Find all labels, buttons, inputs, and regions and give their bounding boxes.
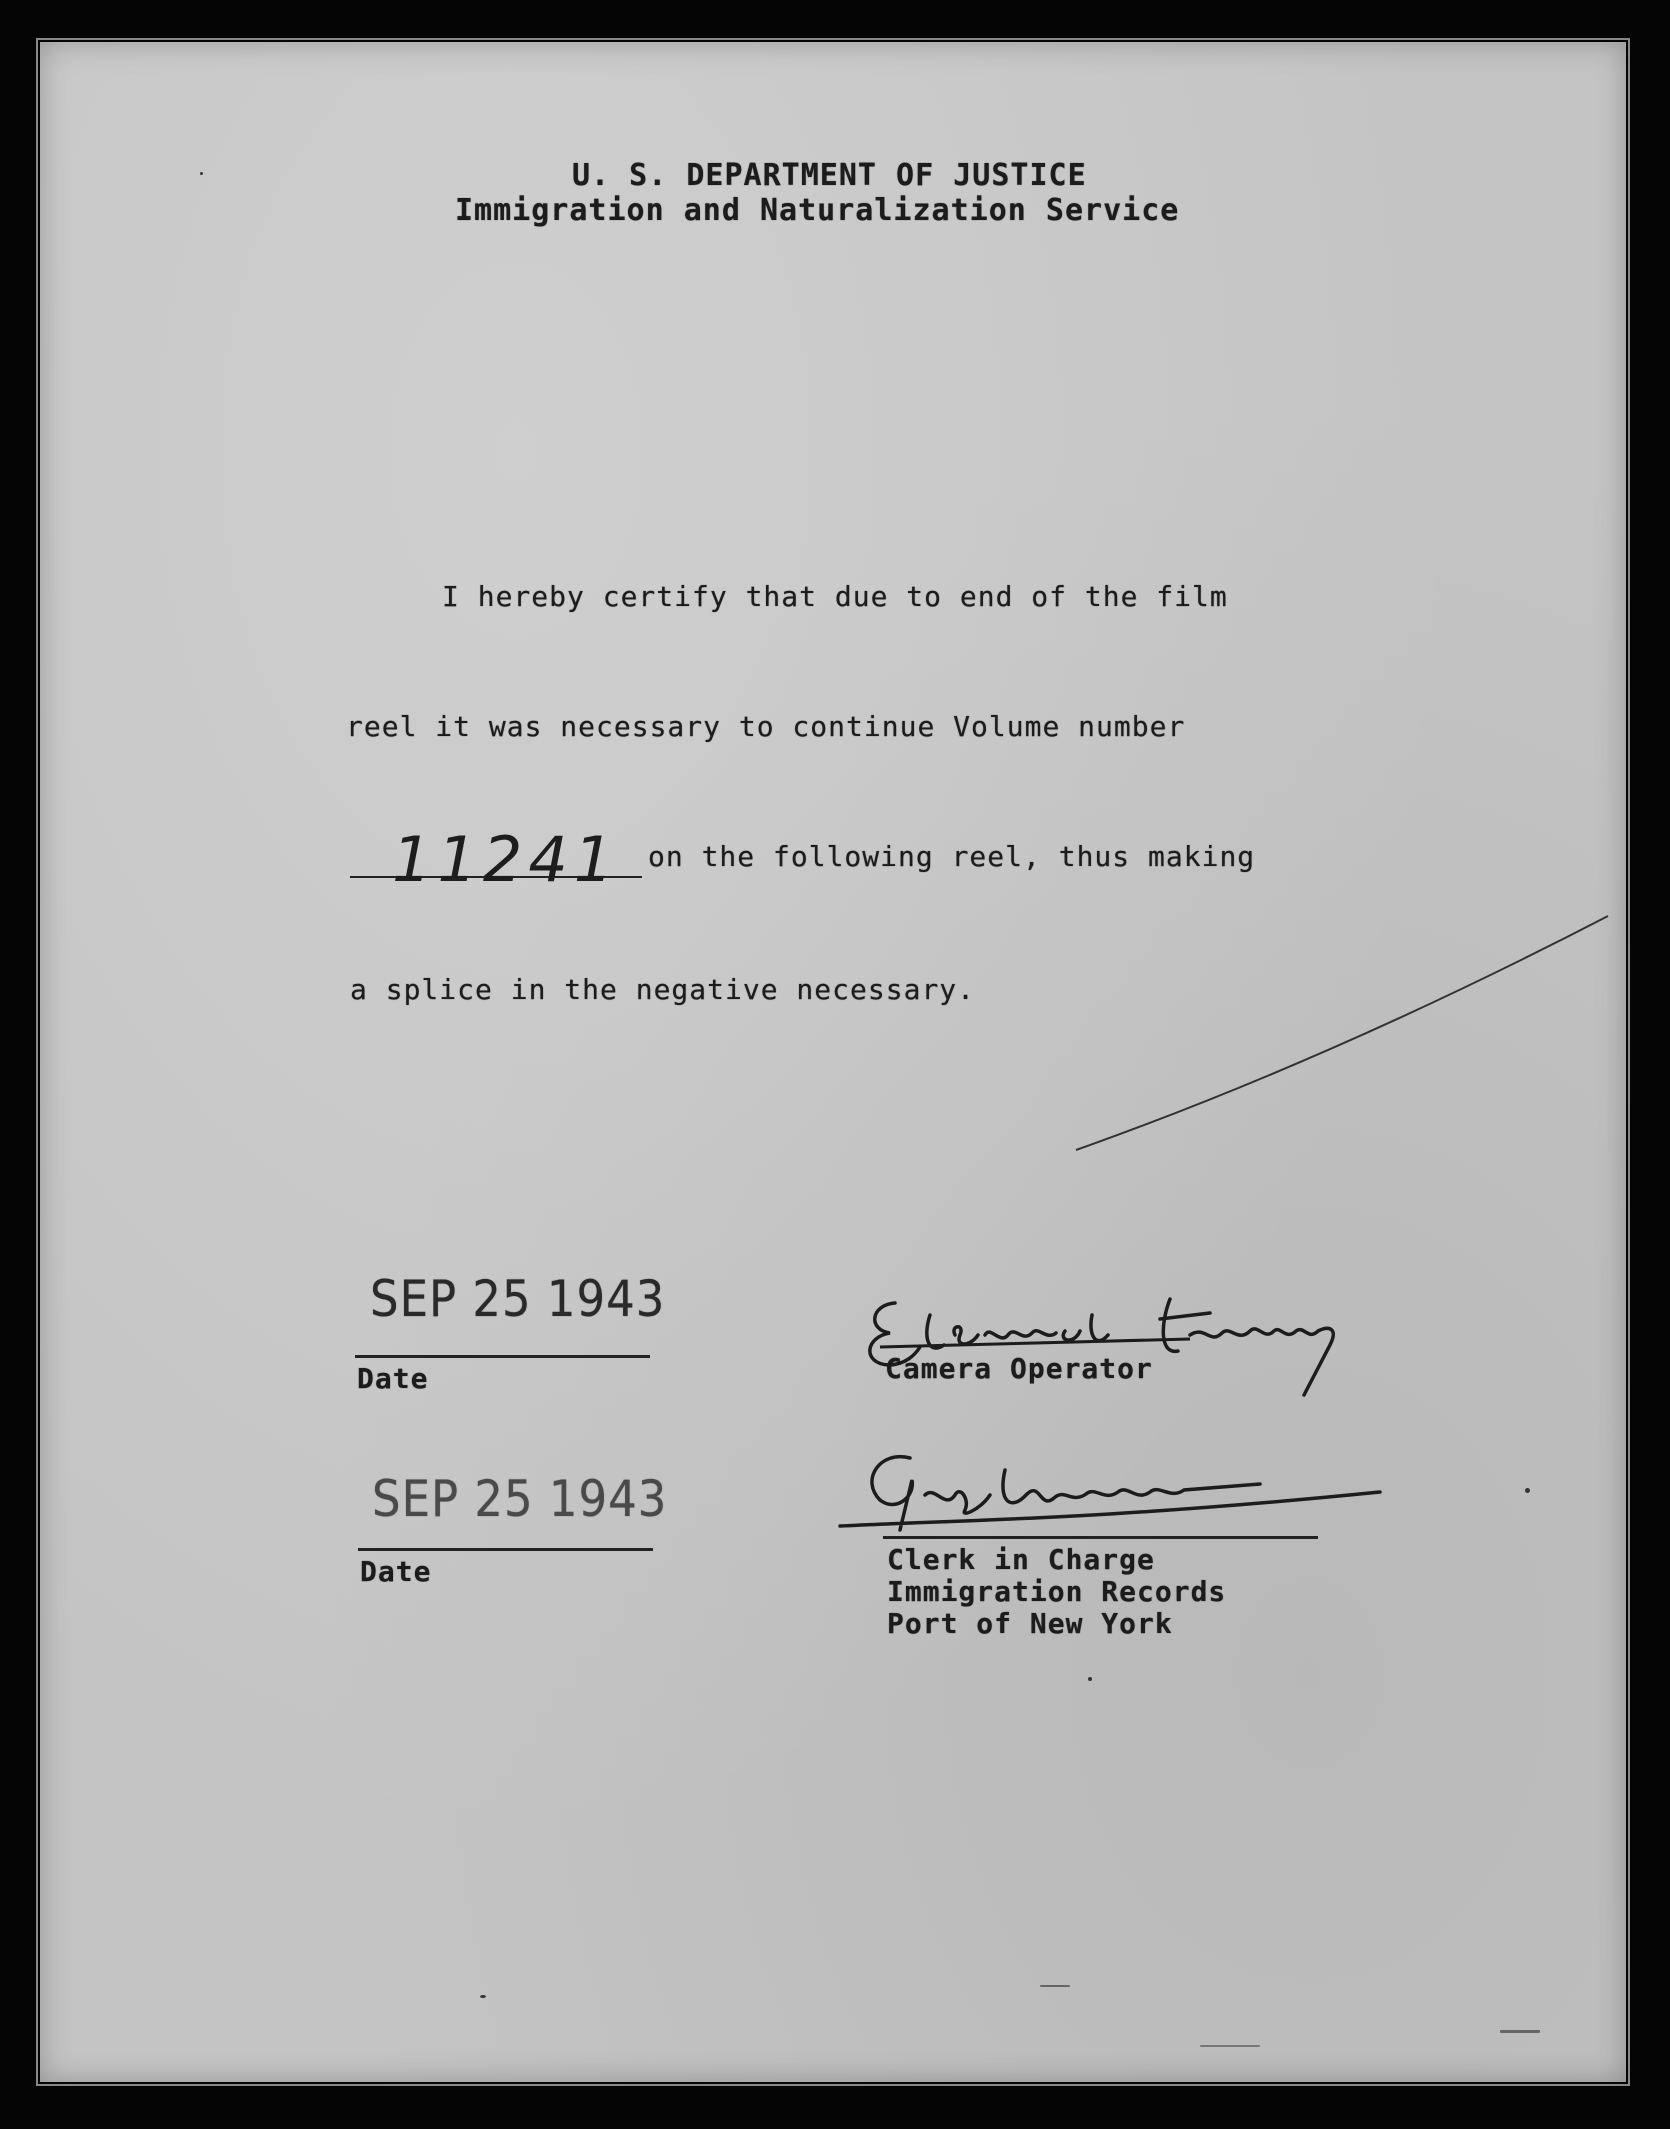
scan-speck [1500, 2030, 1540, 2033]
date-stamp-1: SEP 25 1943 [370, 1270, 666, 1328]
volume-number: 11241 [392, 823, 620, 896]
certification-line-3: on the following reel, thus making [648, 840, 1256, 873]
certification-line-4: a splice in the negative necessary. [350, 973, 976, 1006]
clerk-signature-line [883, 1536, 1318, 1539]
clerk-title-line-1: Clerk in Charge [887, 1543, 1155, 1576]
date-line-1 [355, 1355, 650, 1358]
scan-speck [480, 1995, 486, 1998]
scan-speck [1040, 1985, 1070, 1987]
date-label-2: Date [360, 1555, 432, 1588]
scan-speck [1525, 1488, 1530, 1493]
date-line-2 [358, 1548, 653, 1551]
certification-line-2: reel it was necessary to continue Volume number [346, 710, 1186, 743]
camera-operator-label: Camera Operator [885, 1352, 1153, 1385]
service-heading: Immigration and Naturalization Service [455, 193, 1180, 228]
scan-speck [1088, 1677, 1092, 1681]
scan-speck [200, 172, 203, 175]
scan-speck [1200, 2045, 1260, 2047]
clerk-signature [840, 1440, 1400, 1540]
date-label-1: Date [357, 1362, 429, 1395]
date-stamp-2: SEP 25 1943 [372, 1470, 668, 1528]
stray-pen-stroke [1070, 910, 1610, 1160]
department-heading: U. S. DEPARTMENT OF JUSTICE [572, 158, 1087, 193]
certification-line-1: I hereby certify that due to end of the film [442, 580, 1228, 613]
clerk-title-line-3: Port of New York [887, 1607, 1173, 1640]
clerk-title-line-2: Immigration Records [887, 1575, 1227, 1608]
